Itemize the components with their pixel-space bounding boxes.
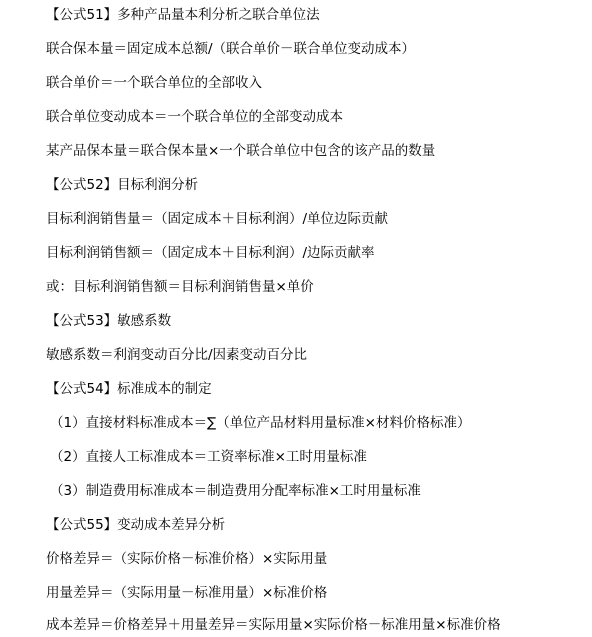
formula-line: 联合单位变动成本＝一个联合单位的全部变动成本 bbox=[46, 109, 343, 125]
heading-formula-54: 【公式54】标准成本的制定 bbox=[46, 381, 212, 397]
heading-formula-55: 【公式55】变动成本差异分析 bbox=[46, 517, 226, 533]
formula-line: （1）直接材料标准成本＝∑（单位产品材料用量标准×材料价格标准） bbox=[50, 415, 471, 431]
formula-line: 联合保本量＝固定成本总额/（联合单价－联合单位变动成本） bbox=[46, 41, 416, 57]
formula-line: 价格差异＝（实际价格－标准价格）×实际用量 bbox=[46, 551, 328, 567]
formula-line: 或：目标利润销售额＝目标利润销售量×单价 bbox=[46, 279, 314, 295]
formula-line: 成本差异＝价格差异＋用量差异＝实际用量×实际价格－标准用量×标准价格 bbox=[46, 617, 501, 633]
formula-line: （2）直接人工标准成本＝工资率标准×工时用量标准 bbox=[50, 449, 367, 465]
heading-formula-53: 【公式53】敏感系数 bbox=[46, 313, 172, 329]
formula-line: 用量差异＝（实际用量－标准用量）×标准价格 bbox=[46, 585, 328, 601]
formula-line: 目标利润销售量＝（固定成本＋目标利润）/单位边际贡献 bbox=[46, 211, 389, 227]
formula-line: 某产品保本量＝联合保本量×一个联合单位中包含的该产品的数量 bbox=[46, 143, 436, 159]
formula-line: 目标利润销售额＝（固定成本＋目标利润）/边际贡献率 bbox=[46, 245, 375, 261]
formula-line: （3）制造费用标准成本＝制造费用分配率标准×工时用量标准 bbox=[50, 483, 421, 499]
heading-formula-51: 【公式51】多种产品量本利分析之联合单位法 bbox=[46, 7, 320, 23]
formula-line: 敏感系数＝利润变动百分比/因素变动百分比 bbox=[46, 347, 308, 363]
heading-formula-52: 【公式52】目标利润分析 bbox=[46, 177, 199, 193]
formula-line: 联合单价＝一个联合单位的全部收入 bbox=[46, 75, 262, 91]
